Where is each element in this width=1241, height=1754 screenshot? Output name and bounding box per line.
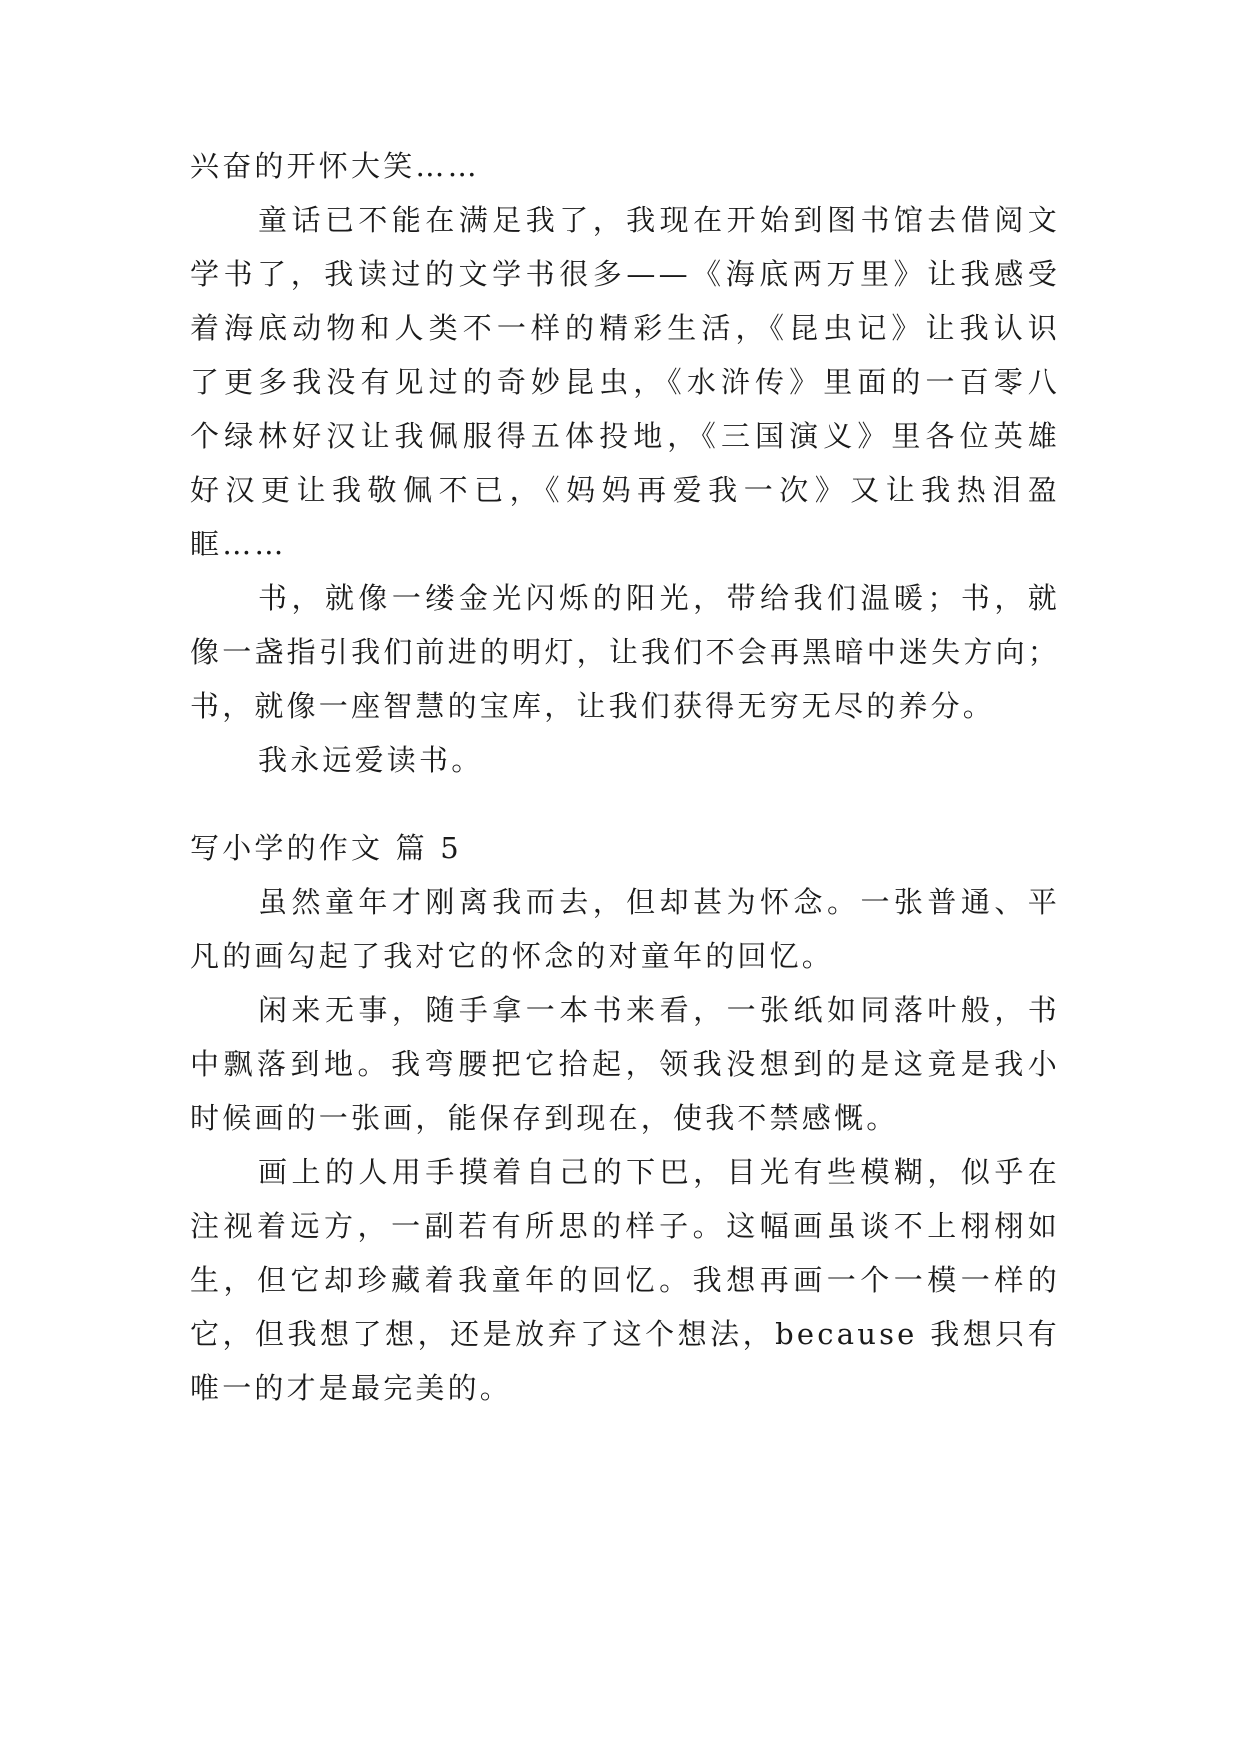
text-line: 唯一的才是最完美的。 [190,1371,513,1405]
text-line: 书，就像一座智慧的宝库，让我们获得无穷无尽的养分。 [190,689,996,723]
text-line: 它，但我想了想，还是放弃了这个想法，because 我想只有 [190,1317,1060,1351]
text-line: 着海底动物和人类不一样的精彩生活，《昆虫记》让我认识 [190,311,1060,345]
paragraph-first-line: 画上的人用手摸着自己的下巴，目光有些模糊，似乎在 [258,1155,1060,1189]
text-line: 个绿林好汉让我佩服得五体投地，《三国演义》里各位英雄 [190,419,1060,453]
text-line: 好汉更让我敬佩不已，《妈妈再爱我一次》又让我热泪盈 [190,473,1060,507]
text-line: 中飘落到地。我弯腰把它拾起，领我没想到的是这竟是我小 [190,1047,1060,1081]
text-line: 注视着远方，一副若有所思的样子。这幅画虽谈不上栩栩如 [190,1209,1060,1243]
text-line: 时候画的一张画，能保存到现在，使我不禁感慨。 [190,1101,899,1135]
text-line: 学书了，我读过的文学书很多——《海底两万里》让我感受 [190,257,1060,291]
text-line: 了更多我没有见过的奇妙昆虫，《水浒传》里面的一百零八 [190,365,1060,399]
text-line: 生，但它却珍藏着我童年的回忆。我想再画一个一模一样的 [190,1263,1060,1297]
article-title: 写小学的作文 篇 5 [190,831,462,865]
text-line: 凡的画勾起了我对它的怀念的对童年的回忆。 [190,939,835,973]
text-line: 像一盏指引我们前进的明灯，让我们不会再黑暗中迷失方向； [190,635,1060,669]
paragraph-first-line: 虽然童年才刚离我而去，但却甚为怀念。一张普通、平 [258,885,1060,919]
text-line: 兴奋的开怀大笑…… [190,149,480,183]
paragraph-first-line: 我永远爱读书。 [258,743,484,777]
paragraph-first-line: 闲来无事，随手拿一本书来看，一张纸如同落叶般，书 [258,993,1060,1027]
paragraph-first-line: 书，就像一缕金光闪烁的阳光，带给我们温暖；书，就 [258,581,1060,615]
paragraph-first-line: 童话已不能在满足我了，我现在开始到图书馆去借阅文 [258,203,1060,237]
text-line: 眶…… [190,527,287,561]
